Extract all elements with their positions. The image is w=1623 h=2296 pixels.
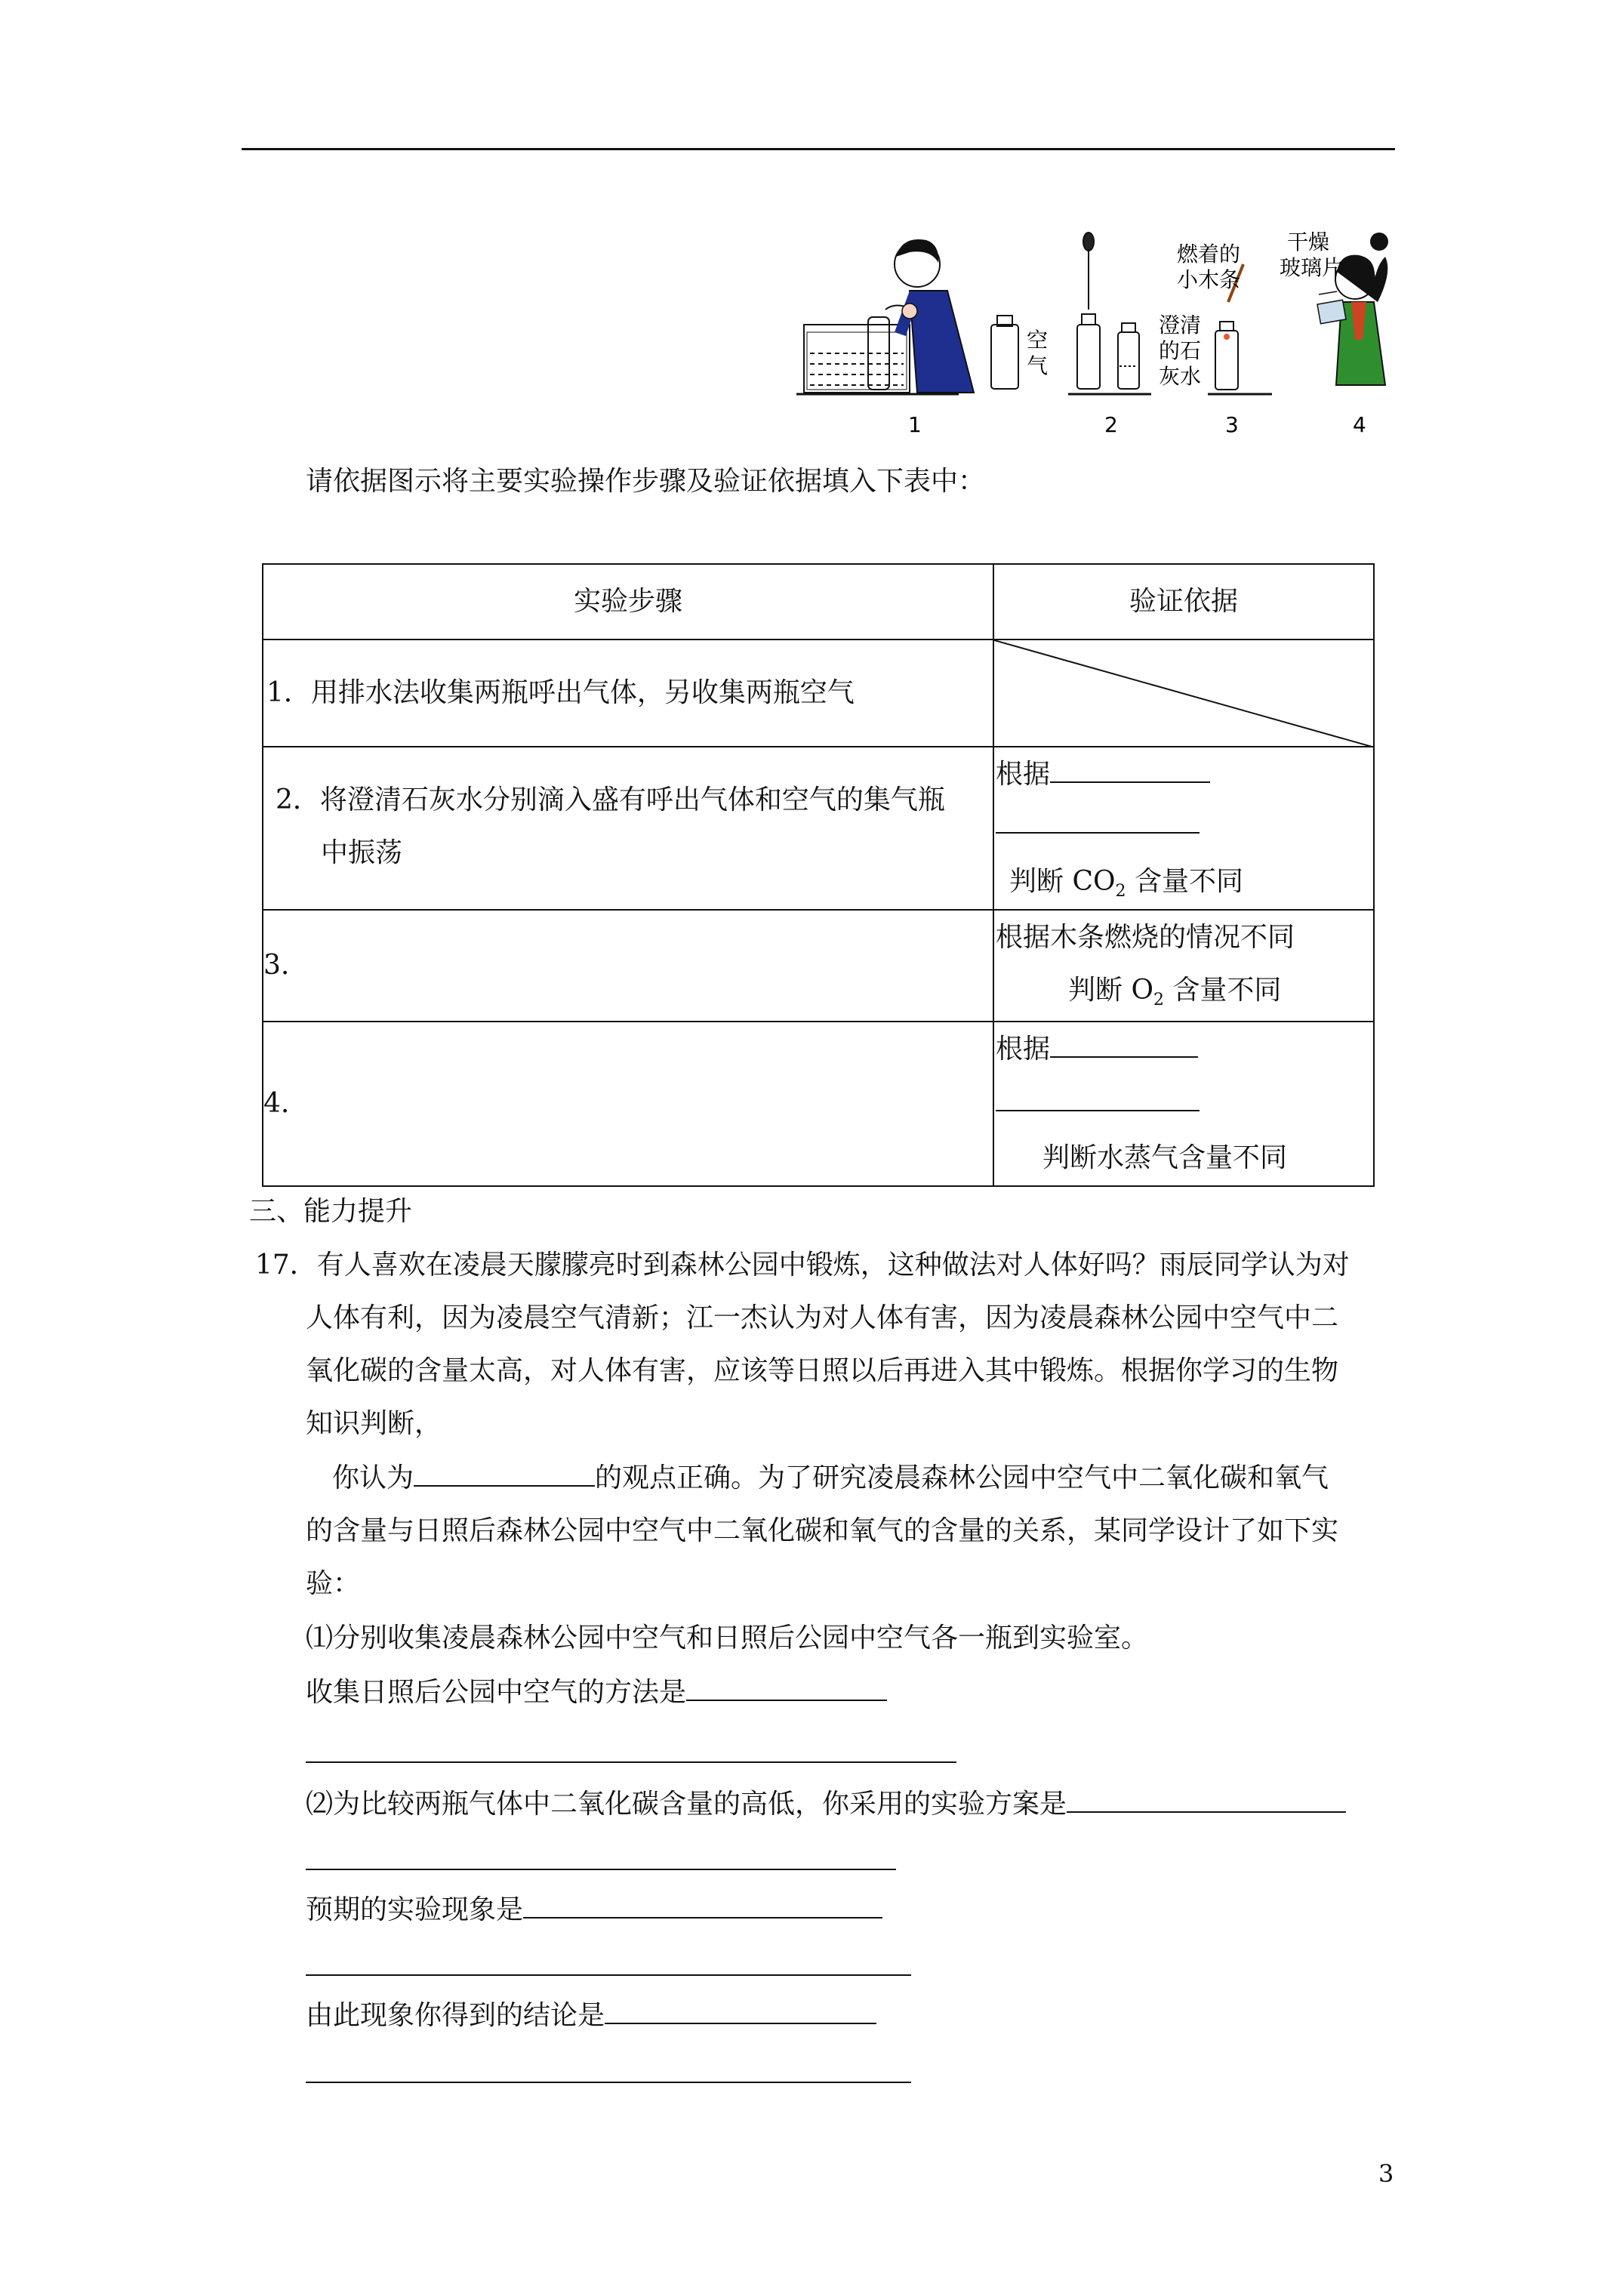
label-num-2: 2: [1104, 412, 1118, 437]
label-dry-glass-1: 干燥: [1287, 230, 1330, 254]
q17-part2: ⑵为比较两瓶气体中二氧化碳含量的高低，你采用的实验方案是: [306, 1791, 1346, 1818]
row1-step: 1．用排水法收集两瓶呼出气体，另收集两瓶空气: [266, 677, 855, 708]
row3-basis-o2: 判断 $O_2$ 含量不同: [1068, 975, 1282, 1010]
row4-blank-2[interactable]: [996, 1110, 1200, 1111]
diagonal-line: [994, 640, 1375, 747]
label-limewater-2: 的石: [1159, 338, 1202, 363]
section-title: 三、能力提升: [249, 1196, 413, 1227]
row2-blank-1[interactable]: [1050, 781, 1210, 783]
scene-2-dropper: [1068, 233, 1151, 394]
q17-conclusion: 由此现象你得到的结论是: [306, 2002, 876, 2029]
experiment-table: [262, 563, 1375, 1187]
row2-step-line1: 2．将澄清石灰水分别滴入盛有呼出气体和空气的集气瓶: [276, 784, 945, 815]
header-rule: [242, 148, 1395, 150]
q17-line3: 氧化碳的含量太高，对人体有害，应该等日照以后再进入其中锻炼。根据你学习的生物: [306, 1355, 1339, 1386]
row1-basis-empty: [993, 639, 1374, 747]
instruction: 请依据图示将主要实验操作步骤及验证依据填入下表中：: [306, 466, 986, 497]
label-num-1: 1: [908, 412, 922, 437]
q17-line2: 人体有利，因为凌晨空气清新；江一杰认为对人体有害，因为凌晨森林公园中空气中二: [306, 1302, 1339, 1333]
label-burning-1: 燃着的: [1177, 242, 1241, 267]
row2-step-line2: 中振荡: [321, 837, 403, 868]
table-row-3: [263, 910, 1374, 1022]
table-header-row: [263, 564, 1374, 639]
table-row-1: [263, 639, 1374, 747]
expected-blank-1[interactable]: [523, 1917, 882, 1918]
row2-basis-co2: 判断 $CO_2$ 含量不同: [1009, 866, 1243, 901]
header-steps: 实验步骤: [573, 586, 682, 617]
row3-basis-line1: 根据木条燃烧的情况不同: [996, 922, 1295, 953]
q17-part1: ⑴分别收集凌晨森林公园中空气和日照后公园中空气各一瓶到实验室。: [306, 1623, 1149, 1653]
header-basis: 验证依据: [1129, 586, 1238, 617]
row2-basis-prefix: 根据: [996, 761, 1210, 788]
row3-step: 3.: [263, 950, 290, 981]
experiment-illustration: [796, 219, 1400, 461]
label-air-1: 空: [1027, 328, 1049, 353]
q17-expected: 预期的实验现象是: [306, 1897, 882, 1924]
label-num-4: 4: [1353, 412, 1366, 437]
experiment-diagram: [796, 219, 1400, 461]
collect-blank-2[interactable]: [306, 1761, 956, 1763]
table-row-2: [263, 747, 1374, 910]
page-number: 3: [1378, 2159, 1394, 2188]
conclusion-blank-2[interactable]: [306, 2082, 911, 2083]
label-burning-2: 小木条: [1177, 267, 1241, 292]
label-limewater-1: 澄清: [1159, 313, 1202, 337]
table-row-4: [263, 1022, 1374, 1186]
q17-view-line: 你认为 的观点正确。为了研究凌晨森林公园中空气中二氧化碳和氧气: [332, 1462, 1329, 1493]
row4-step: 4.: [263, 1088, 290, 1119]
scene-1-bottle: [991, 316, 1018, 389]
q17-view-line3: 验：: [306, 1568, 361, 1599]
row4-basis-prefix: 根据: [996, 1036, 1198, 1063]
q17-view-line2: 的含量与日照后森林公园中空气中二氧化碳和氧气的含量的关系，某同学设计了如下实: [306, 1515, 1339, 1546]
row2-blank-2[interactable]: [996, 832, 1200, 834]
expected-blank-2[interactable]: [306, 1974, 911, 1976]
plan-blank-2[interactable]: [306, 1869, 896, 1870]
view-blank[interactable]: [414, 1485, 595, 1487]
plan-blank-1[interactable]: [1067, 1811, 1346, 1813]
q17-line1: 17．有人喜欢在凌晨天朦朦亮时到森林公园中锻炼，这种做法对人体好吗？雨辰同学认为对: [255, 1250, 1350, 1281]
row4-basis-end: 判断水蒸气含量不同: [1042, 1142, 1288, 1173]
row4-blank-1[interactable]: [1050, 1056, 1198, 1058]
q17-line4: 知识判断，: [306, 1408, 442, 1439]
label-dry-glass-2: 玻璃片: [1280, 255, 1344, 280]
label-num-3: 3: [1225, 412, 1239, 437]
label-limewater-3: 灰水: [1159, 364, 1202, 389]
collect-blank-1[interactable]: [686, 1700, 887, 1701]
conclusion-blank-1[interactable]: [605, 2023, 876, 2024]
label-air-2: 气: [1027, 353, 1049, 378]
q17-collect-method: 收集日照后公园中空气的方法是: [306, 1679, 887, 1706]
